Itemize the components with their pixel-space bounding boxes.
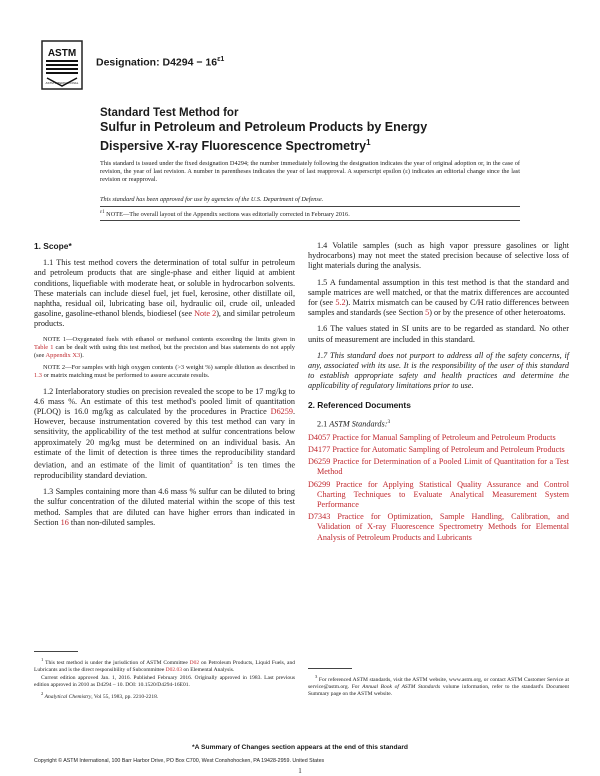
link-note-2[interactable]: Note 2: [194, 309, 217, 319]
paragraph-1-4: 1.4 Volatile samples (such as high vapor pressure gasolines or light hydrocarbons) may not meet the stated precision because of selective loss of light materials during the analysis.: [308, 241, 569, 271]
epsilon-note: $^{\varepsilon 1}$ NOTE—The overall layout of the Appendix sections was editorially corrected in February 2016.: [100, 210, 350, 219]
note-1: NOTE 1—Oxygenated fuels with ethanol or methanol contents exceeding the limits given in Table 1 can be dealt with using this test method, but the precision and bias statements do not apply (see Appendix X3).: [34, 335, 295, 359]
note-2: NOTE 2—For samples with high oxygen contents (>3 weight %) sample dilution as described in 1.3 or matrix matching must be performed to assure accurate results.: [34, 363, 295, 379]
footnote-divider-left: [34, 651, 78, 652]
footnote-1: $^1$ This test method is under the jurisdiction of ASTM Committee D02 on Petroleum Products, Liquid Fuels, and Lubricants and is the direct responsibility of Subcommittee D02.03 on Elemental Analysis.: [34, 657, 295, 673]
header-divider-2: [100, 220, 520, 221]
astm-logo: [41, 40, 83, 90]
link-section-16[interactable]: 16: [60, 517, 69, 527]
footnote-3: $^3$ For referenced ASTM standards, visit the ASTM website, www.astm.org, or contact ASTM Customer Service at service@astm.org. For Annual Book of ASTM Standards volume information, refer to the standard's Document Summary page on the ASTM website.: [308, 674, 570, 697]
link-1-3[interactable]: 1.3: [34, 371, 42, 379]
title-line-2: Sulfur in Petroleum and Petroleum Products by Energy: [100, 120, 428, 134]
paragraph-1-1: 1.1 This test method covers the determination of total sulfur in petroleum and petroleum products that are single-phase and either liquid at ambient conditions, liquefiable with moderate heat, or soluble in hydrocarbon solvents. These materials can include diesel fuel, jet fuel, kerosine, other distillate oil, naphtha, residual oil, lubricating base oil, hydraulic oil, crude oil, unleaded gasoline, gasoline-ethanol blends, biodiesel (see Note 2), and similar petroleum products.: [34, 258, 295, 329]
dod-approval-note: This standard has been approved for use by agencies of the U.S. Department of Defense.: [100, 196, 324, 203]
title-line-3: Dispersive X-ray Fluorescence Spectrometry$^1$: [100, 138, 371, 154]
paragraph-1-7: 1.7 This standard does not purport to address all of the safety concerns, if any, associated with its use. It is the responsibility of the user of this standard to establish appropriate safety and health practices and determine the applicability of regulatory limitations prior to use.: [308, 350, 569, 391]
astm-standards-subheading: 2.1 ASTM Standards:$^3$: [317, 418, 391, 429]
reference-item[interactable]: D4057 Practice for Manual Sampling of Petroleum and Petroleum Products: [308, 432, 556, 442]
reference-item[interactable]: D7343 Practice for Optimization, Sample Handling, Calibration, and Validation of X-ray Fluorescence Spectrometry Methods for Elemental Analysis of Petroleum Products and Lubricants: [308, 512, 569, 542]
reference-item[interactable]: D4177 Practice for Automatic Sampling of Petroleum and Petroleum Products: [308, 444, 565, 454]
reference-list: [308, 433, 569, 543]
designation: Designation: $D4294 - 16^{\varepsilon 1}$: [96, 56, 225, 69]
section-heading-referenced-documents: 2. Referenced Documents: [308, 399, 411, 410]
footnote-divider-right: [308, 668, 352, 669]
footnote-1-edition: Current edition approved Jan. 1, 2016. Published February 2016. Originally approved in 1983. Last previous edition approved in 2010 as D4294 – 10. DOI: 10.1520/D4294-16E01.: [34, 674, 295, 688]
link-5-2[interactable]: 5.2: [335, 298, 346, 308]
svg-text:ASTM INTERNATIONAL: ASTM INTERNATIONAL: [45, 81, 79, 85]
section-heading-scope: 1. Scope*: [34, 241, 72, 251]
left-column: [34, 241, 295, 534]
document-title: [100, 106, 550, 154]
reference-item[interactable]: D6259 Practice for Determination of a Pooled Limit of Quantitation for a Test Method: [308, 457, 569, 477]
link-table-1[interactable]: Table 1: [34, 343, 54, 351]
paragraph-1-5: 1.5 A fundamental assumption in this test method is that the standard and sample matrices are well matched, or that the matrix differences are accounted for (see 5.2). Matrix mismatch can be caused by C/H ratio differences between samples and standards (see Section 5) or by the presence of other heteroatoms.: [308, 277, 570, 318]
issuance-statement: This standard is issued under the fixed designation D4294; the number immediately following the designation indicates the year of original adoption or, in the case of revision, the year of last revision. A number in parentheses indicates the year of last reapproval. A superscript epsilon (ε) indicates an editorial change since the last revision or reapproval.: [100, 160, 520, 184]
footnote-2: $^2$ Analytical Chemistry, Vol 55, 1983, pp. 2210-2218.: [41, 690, 159, 700]
right-column: [308, 241, 569, 545]
summary-of-changes-note: *A Summary of Changes section appears at the end of this standard: [191, 744, 409, 751]
paragraph-1-2: 1.2 Interlaboratory studies on precision revealed the scope to be 17 mg/kg to 4.6 mass %. An estimate of this test method's pooled limit of quantitation (PLOQ) is 16.0 mg/kg as calculated by the procedures in Practice D6259. However, because instrumentation covered by this test method can vary in sensitivity, the applicability of the test method at sulfur concentrations below approximately 20 mg/kg must be determined on an individual basis. An estimate of the limit of detection is three times the reproducibility standard deviation, and an estimate of the limit of quantitation$^2$ is ten times the reproducibility standard deviation.: [34, 386, 295, 480]
paragraph-1-6: 1.6 The values stated in SI units are to be regarded as standard. No other units of measurement are included in this standard.: [308, 324, 569, 344]
paragraph-1-3: 1.3 Samples containing more than 4.6 mass % sulfur can be diluted to bring the sulfur concentration of the diluted material within the scope of this test method. Samples that are diluted can have higher errors than indicated in Section 16 than non-diluted samples.: [34, 487, 295, 527]
link-d6259[interactable]: D6259: [270, 407, 293, 417]
header-divider: [100, 206, 520, 207]
page-number: 1: [298, 767, 302, 775]
title-line-1: Standard Test Method for: [100, 107, 239, 119]
svg-text:ASTM: ASTM: [47, 48, 77, 59]
link-d02-03[interactable]: D02.03: [165, 666, 183, 673]
copyright-line: Copyright © ASTM International, 100 Barr Harbor Drive, PO Box C700, West Conshohocken, PA 19428-2959. United States: [34, 758, 325, 764]
link-section-5[interactable]: 5: [425, 308, 430, 318]
reference-item[interactable]: D6299 Practice for Applying Statistical Quality Assurance and Control Charting Techniques to Evaluate Analytical Measurement System Performance: [308, 479, 569, 509]
link-appendix-x3[interactable]: Appendix X3: [45, 351, 81, 359]
footnotes-left: [34, 656, 295, 702]
link-d02[interactable]: D02: [189, 659, 200, 666]
